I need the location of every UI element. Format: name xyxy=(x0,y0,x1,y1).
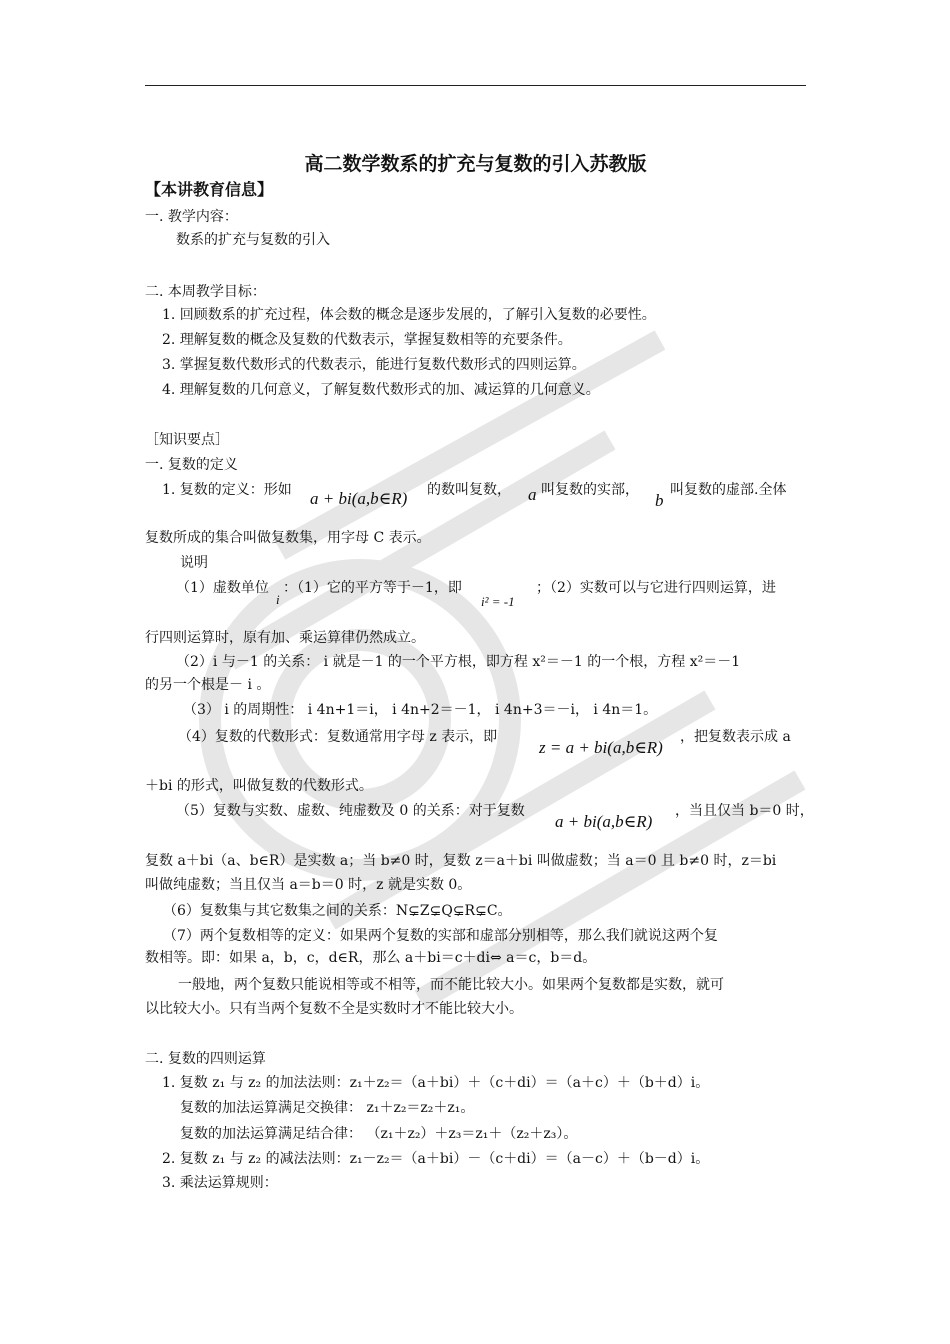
rule-addition: 1. 复数 z₁ 与 z₂ 的加法法则：z₁＋z₂＝（a＋bi）＋（c＋di）＝（a＋c）＋（b＋d）i。 xyxy=(162,1075,710,1091)
line-3: 二. 本周教学目标： xyxy=(145,284,266,300)
goal-1: 1. 回顾数系的扩充过程，体会数的概念是逐步发展的，了解引入复数的必要性。 xyxy=(162,307,656,323)
header-rule xyxy=(145,85,806,86)
line-2: 数系的扩充与复数的引入 xyxy=(176,232,330,248)
section-header: 【本讲教育信息】 xyxy=(145,180,274,199)
goal-3: 3. 掌握复数代数形式的代数表示，能进行复数代数形式的四则运算。 xyxy=(162,357,586,373)
note1-cont: 行四则运算时，原有加、乘运算律仍然成立。 xyxy=(145,630,425,646)
rule-multiplication: 3. 乘法运算规则： xyxy=(162,1175,278,1191)
note1-prefix: （1）虚数单位 xyxy=(176,580,269,596)
line-1: 一. 教学内容： xyxy=(145,209,238,225)
formula-complex-2: a + bi(a,b∈R) xyxy=(555,812,653,831)
note4-cont: ＋bi 的形式，叫做复数的代数形式。 xyxy=(145,778,373,794)
note1-suffix: ；（2）实数可以与它进行四则运算，进 xyxy=(536,580,776,596)
definition-cont: 复数所成的集合叫做复数集，用字母 C 表示。 xyxy=(145,530,431,546)
note7: （7）两个复数相等的定义：如果两个复数的实部和虚部分别相等，那么我们就说这两个复 xyxy=(163,928,718,944)
addition-associative: 复数的加法运算满足结合律： （z₁＋z₂）＋z₃＝z₁＋（z₂＋z₃）。 xyxy=(180,1126,578,1142)
definition-mid-1: 的数叫复数， xyxy=(427,482,511,498)
symbol-i: i xyxy=(276,592,280,607)
note1-mid: ：（1）它的平方等于－1，即 xyxy=(283,580,462,596)
symbol-a: a xyxy=(528,485,537,504)
note4-prefix: （4）复数的代数形式：复数通常用字母 z 表示，即 xyxy=(178,729,498,745)
definition-mid-2: 叫复数的实部， xyxy=(541,482,639,498)
compare-paragraph-2: 以比较大小。只有当两个复数不全是实数时才不能比较大小。 xyxy=(145,1001,523,1017)
formula-z: z = a + bi(a,b∈R) xyxy=(539,738,663,757)
note5-suffix: ，当且仅当 b＝0 时， xyxy=(675,803,814,819)
definition-suffix: 叫复数的虚部.全体 xyxy=(670,482,787,498)
definition-prefix: 1. 复数的定义：形如 xyxy=(162,482,292,498)
page-title: 高二数学数系的扩充与复数的引入苏教版 xyxy=(304,153,647,175)
formula-i-square: i² = -1 xyxy=(481,594,515,609)
addition-commutative: 复数的加法运算满足交换律： z₁＋z₂＝z₂＋z₁。 xyxy=(180,1100,475,1116)
note2-cont: 的另一个根是－ i 。 xyxy=(145,677,271,693)
note2: （2）i 与－1 的关系： i 就是－1 的一个平方根，即方程 x²＝－1 的一个根，方程 x²＝－1 xyxy=(176,654,741,670)
note-label: 说明 xyxy=(180,555,208,571)
formula-complex: a + bi(a,b∈R) xyxy=(310,489,408,508)
goal-4: 4. 理解复数的几何意义，了解复数代数形式的加、减运算的几何意义。 xyxy=(162,382,600,398)
symbol-b: b xyxy=(655,491,664,510)
section-one-heading: 一. 复数的定义 xyxy=(145,457,238,473)
knowledge-heading: ［知识要点］ xyxy=(145,432,229,448)
note5-prefix: （5）复数与实数、虚数、纯虚数及 0 的关系：对于复数 xyxy=(176,803,525,819)
note7-cont: 数相等。即：如果 a，b，c，d∈R，那么 a＋bi＝c＋di⇔ a＝c，b＝d。 xyxy=(145,950,597,966)
note5-cont-1: 复数 a＋bi（a、b∈R）是实数 a；当 b≠0 时，复数 z＝a＋bi 叫做虚数；当 a＝0 且 b≠0 时，z＝bi xyxy=(145,853,777,869)
goal-2: 2. 理解复数的概念及复数的代数表示，掌握复数相等的充要条件。 xyxy=(162,332,572,348)
note3-periodicity: （3） i 的周期性： i 4n+1＝i， i 4n+2＝－1， i 4n+3＝－i， i 4n＝1。 xyxy=(183,702,658,718)
note6: （6）复数集与其它数集之间的关系：N⊊Z⊊Q⊊R⊊C。 xyxy=(163,903,512,919)
note5-cont-2: 叫做纯虚数；当且仅当 a＝b＝0 时，z 就是实数 0。 xyxy=(145,877,472,893)
note4-suffix: ，把复数表示成 a xyxy=(680,729,791,745)
compare-paragraph-1: 一般地，两个复数只能说相等或不相等，而不能比较大小。如果两个复数都是实数，就可 xyxy=(178,977,724,993)
rule-subtraction: 2. 复数 z₁ 与 z₂ 的减法法则：z₁－z₂＝（a＋bi）－（c＋di）＝（a－c）＋（b－d）i。 xyxy=(162,1151,710,1167)
section-two-heading: 二. 复数的四则运算 xyxy=(145,1051,266,1067)
